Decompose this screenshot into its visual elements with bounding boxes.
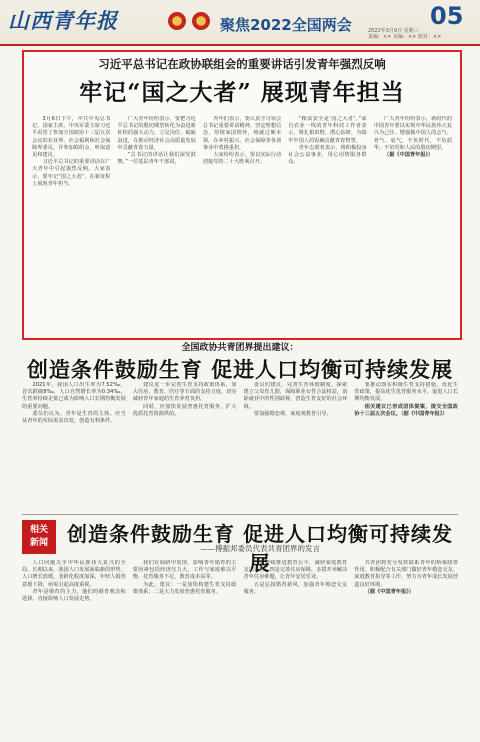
meta-line: 责编：×× 美编：×× 校对：×× — [368, 34, 442, 40]
paragraph: 为此，建议：一是加快构建生育支持政策体系；二是大力发展普惠托育服务。 — [132, 581, 237, 595]
divider — [22, 514, 458, 515]
story-3-headline: 创造条件鼓励生育 促进人口均衡可持续发展 — [67, 522, 453, 575]
masthead-meta — [368, 28, 478, 40]
paragraph: 建议进一步完善生育支持政策体系，加大住房、教育、医疗等方面的支持力度，切实减轻青年家庭的生育养育负担。 — [132, 382, 237, 403]
paragraph: 委员们认为，青年是生育的主体，应当从青年的实际需求出发，创造有利条件。 — [22, 410, 126, 425]
page-number: 05 — [430, 2, 464, 30]
text-column — [22, 382, 126, 510]
paragraph: 委员们建议，完善生育休假制度，探索建立父母育儿假，保障职业女性合法权益，消除就业中的性别歧视，营造生育友好的社会环境。 — [243, 382, 348, 410]
story-3-columns — [22, 560, 458, 736]
text-column — [32, 116, 110, 332]
text-column — [288, 116, 366, 332]
paragraph: 要推动落实积极生育支持措施，优化生育政策，提高优生优育服务水平，促进人口长期均衡发展。 — [354, 382, 458, 403]
paragraph: 同时，应加快发展普惠托育服务，扩大优质托育资源供给。 — [132, 403, 237, 417]
story-2-kicker: 全国政协共青团界提出建议： — [181, 343, 299, 353]
paragraph: 2021年，我国人口出生率为7.52‰，首次跌破8‰，人口自然增长率为0.34‰。生育率持续走低已成为影响人口长期均衡发展的重要问题。 — [22, 382, 126, 410]
paragraph: 3月6日下午，中共中央总书记、国家主席、中央军委主席习近平看望了参加全国政协十三届五次会议的农业界、社会福利和社会保障界委员，并参加联组会，听取意见和建议。 — [32, 116, 111, 159]
paragraph: 青年是婚育的主力，他们的婚育观念和选择，直接影响人口发展走势。 — [22, 588, 126, 603]
byline: （据《中国青年报》） — [364, 588, 414, 595]
paragraph: 共青团将充分发挥联系青年的桥梁纽带作用，积极配合有关部门做好青年婚恋交友、家庭教育指导等工作，努力为青年成长发展营造良好环境。 — [354, 560, 458, 588]
text-column — [374, 116, 452, 332]
story-1-box — [22, 50, 462, 340]
paragraph: 大家纷纷表示，要以实际行动迎接党的二十大胜利召开。 — [202, 152, 282, 166]
text-column — [203, 116, 281, 332]
byline: 相关建议已形成团体提案，提交全国政协十三届五次会议。（据《中国青年报》） — [354, 403, 458, 417]
text-column — [22, 560, 126, 736]
story-1-columns — [32, 116, 452, 332]
text-column — [354, 560, 458, 736]
story-2-columns — [22, 382, 458, 510]
paragraph: 三是持续推进教育公平，减轻家庭教育支出负担；四是完善住房保障，多措并举解决青年住房难题，让青年安居乐业。 — [243, 560, 348, 581]
paragraph: 青年志愿者表示，将积极投身社会公益事业，用心用情服务群众。 — [288, 144, 367, 166]
badge-line: 相关 — [29, 525, 48, 535]
paragraph: 要加强婚恋观、家庭观教育引导。 — [253, 410, 332, 417]
emblem-icon — [192, 12, 210, 30]
paragraph: 广大青年纷纷表示，要把习近平总书记的殷切期望转化为奋进新征程的强大动力，立足岗位、砥砺奋进，在推动经济社会高质量发展中贡献青春力量。 — [117, 116, 196, 151]
paragraph: “总书记的讲话让我们深受鼓舞。”一位基层青年干部说。 — [117, 152, 196, 166]
paragraph: 青年们表示，要认真学习领会总书记重要讲话精神，坚定理想信念，厚植家国情怀，练就过硬本领，在乡村振兴、社会保障等各项事业中勇挑重担。 — [202, 116, 282, 151]
text-column — [244, 560, 348, 736]
paragraph: “粮食安全是‘国之大者’。”来自农业一线的青年科技工作者表示，将扎根田野，潜心钻研，为端牢中国人的饭碗贡献青春智慧。 — [288, 116, 367, 144]
paragraph: 我们在调研中发现，影响青年婚育的主要因素包括经济压力大、工作与家庭难以平衡、托育服务不足、教育成本高等。 — [132, 560, 237, 581]
text-column — [244, 382, 348, 510]
badge-line: 新闻 — [29, 538, 48, 548]
paragraph: 广大青年纷纷表示，新时代的中国青年要以实现中华民族伟大复兴为己任，增强做中国人的志气、骨气、底气，不负时代，不负韶华，不负党和人民的殷切期望。 — [373, 116, 453, 151]
story-1-headline: 牢记“国之大者” 展现青年担当 — [79, 79, 405, 106]
emblem-icon — [168, 12, 186, 30]
section-title: 聚焦2022全国两会 — [220, 16, 352, 34]
paragraph: 人口问题关乎中华民族伟大复兴的全局。长期以来，我国人口发展面临新的形势，人口增长放缓，老龄化程度加深，年轻人婚育意愿下降，亟需引起高度重视。 — [22, 560, 126, 588]
masthead — [0, 0, 480, 46]
paragraph: 五是弘扬婚育新风，加强青年婚恋交友服务。 — [243, 581, 348, 595]
text-column — [354, 382, 458, 510]
story-1-kicker: 习近平总书记在政协联组会的重要讲话引发青年强烈反响 — [98, 57, 386, 71]
newspaper-logo: 山西青年报 — [8, 8, 118, 33]
text-column — [133, 382, 237, 510]
related-news-badge — [22, 520, 56, 554]
story-3-subtitle: ——傅振邦委员代表共青团界的发言 — [200, 544, 320, 553]
story-2-headline: 创造条件鼓励生育 促进人口均衡可持续发展 — [26, 357, 454, 382]
text-column — [117, 116, 195, 332]
paragraph: 习近平总书记的重要讲话在广大青年中引起强烈反响。大家表示，要牢记“国之大者”，在新征程上展现青年担当。 — [32, 159, 111, 187]
byline: （据《中国青年报》） — [384, 152, 434, 159]
text-column — [133, 560, 237, 736]
meta-line: 2022年3月9日 星期三 — [368, 28, 419, 34]
